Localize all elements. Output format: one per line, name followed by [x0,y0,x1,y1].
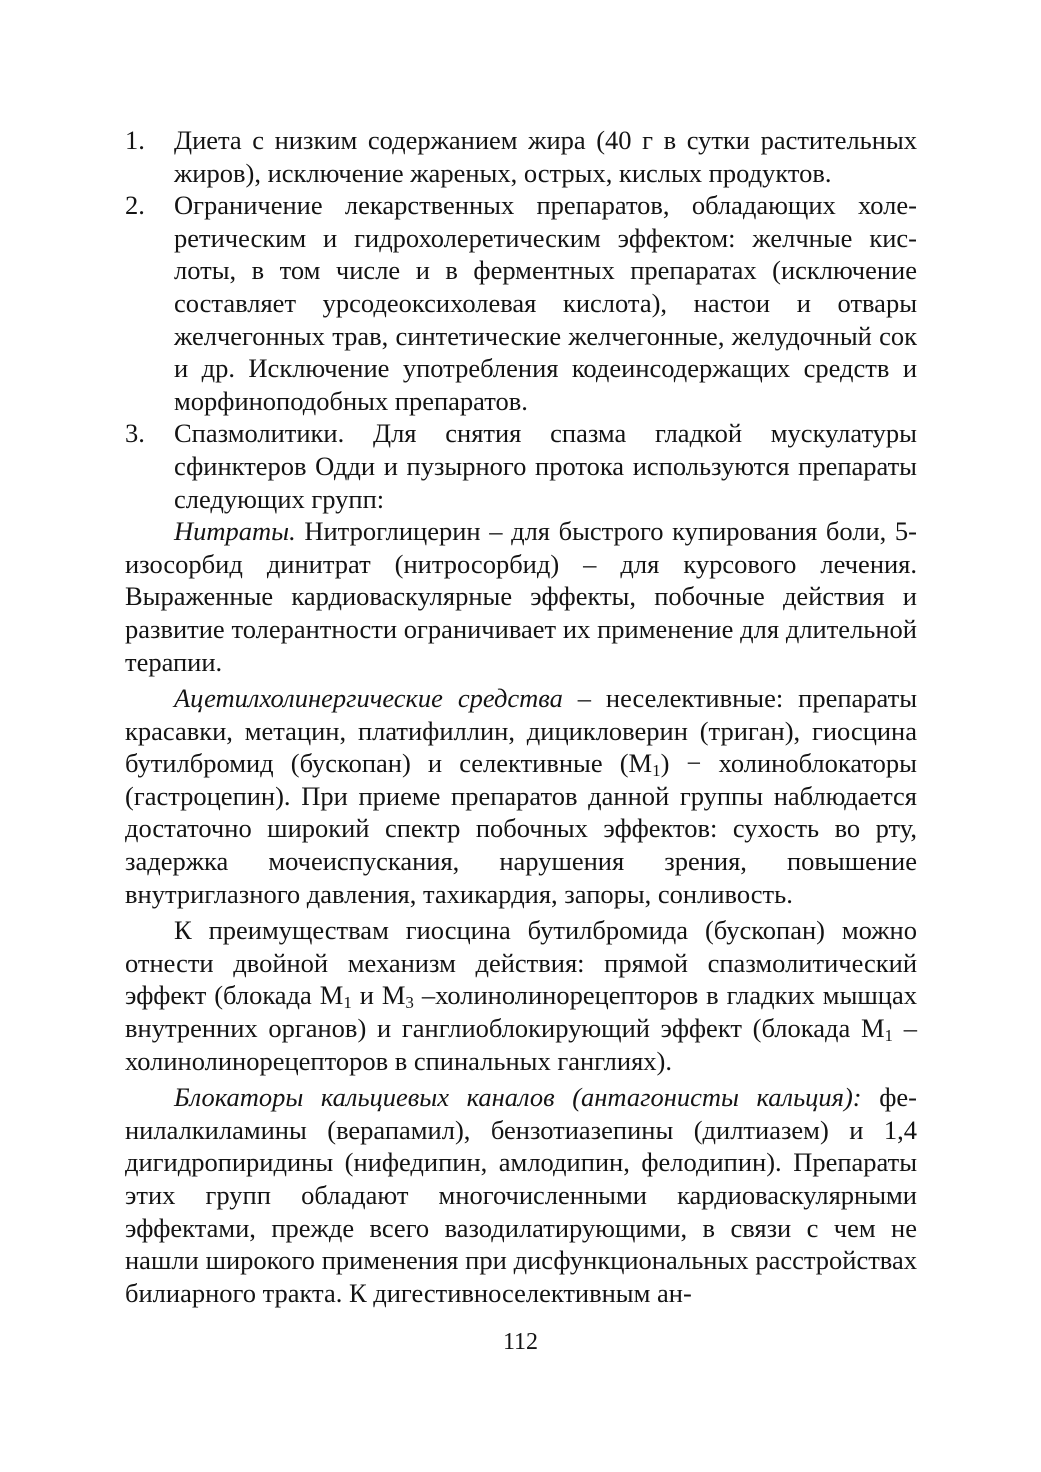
list-number: 2. [125,190,145,221]
paragraph-buscopan [125,914,917,1077]
list-text: Ограничение лекарственных препаратов, обладающих холеретическим и гидрохолеретическим эффектом: желчные кислоты, в том числе и в ферментных препаратах (исключение составляет урсодеоксихолевая кислота), настои и отвары желчегонных трав, синтетические желчегонные, желудочный сок и др. Исключение употребления кодеинсодержащих средств и морфиноподобных препаратов. [174,190,917,416]
buscopan-text-1: К преимуществам гиосцина бутилбромида (бускопан) можно отнести двойной механизм действия: прямой спазмолитический эффект (блокада M [125,915,917,1011]
paragraph-nitrates [125,515,917,678]
list-text: Диета с низким содержанием жира (40 г в сутки растительных жиров), исключение жареных, острых, кислых продуктов. [174,125,917,188]
buscopan-subscript-1: 1 [343,993,352,1013]
calcium-text: фенилалкиламины (верапамил), бензотиазепины (дилтиазем) и 1,4 дигидропиридины (нифедипин, амлодипин, фелодипин). Препараты этих групп обладают многочисленными кардиоваскулярными эффектами, прежде всего вазодилатирующими, в связи с чем не нашли широкого применения при дисфункциональных расстройствах билиарного тракта. К дигестивноселективным ан- [125,1082,917,1308]
page-number: 112 [502,1329,539,1355]
nitrates-text: Нитроглицерин – для быстрого купирования боли, 5-изосорбид динитрат (нитросорбид) – для курсового лечения. Выраженные кардиоваскулярные эффекты, побочные действия и развитие толерантности ограничивает их применение для длительной терапии. [125,516,917,677]
calcium-lead: Блокаторы кальциевых каналов (антагонисты кальция): [174,1082,862,1113]
paragraph-acetylcholine [125,682,917,910]
page-body [125,124,917,1309]
list-number: 1. [125,125,145,155]
acetylcholine-text-2: ) − холиноблокаторы (гастроцепин). При приеме препаратов данной группы наблюдается достаточно широкий спектр побочных эффектов: сухость во рту, задержка мочеиспускания, нарушения зрения, повышение внутриглазного давления, тахикардия, запоры, сонливость. [125,748,917,909]
paragraph-calcium-blockers [125,1081,917,1309]
list-text: Спазмолитики. Для снятия спазма гладкой мускулатуры сфинктеров Одди и пузырного протока используются препараты следующих групп: [174,418,917,514]
buscopan-text-2: и M [351,980,406,1011]
nitrates-lead: Нитраты. [174,516,296,547]
list-item-1 [125,124,917,189]
acetylcholine-lead: Ацетилхолинергические средства [174,683,563,714]
buscopan-text-4: –холинолинорецепторов в спинальных ганглиях). [125,1013,917,1076]
buscopan-text-3: –холинолинорецепторов в гладких мышцах внутренних органов) и ганглиоблокирующий эффект (блокада M [125,980,917,1044]
list-item-2 [125,189,917,417]
buscopan-subscript-2: 3 [405,993,414,1013]
acetylcholine-text-1: – неселективные: препараты красавки, метацин, платифиллин, дицикловерин (триган), гиосцина бутилбромид (бускопан) и селективные (M [125,683,917,779]
buscopan-subscript-3: 1 [884,1026,894,1046]
list-number: 3. [125,418,145,449]
acetylcholine-subscript: 1 [652,761,661,781]
list-item-3 [125,417,917,515]
